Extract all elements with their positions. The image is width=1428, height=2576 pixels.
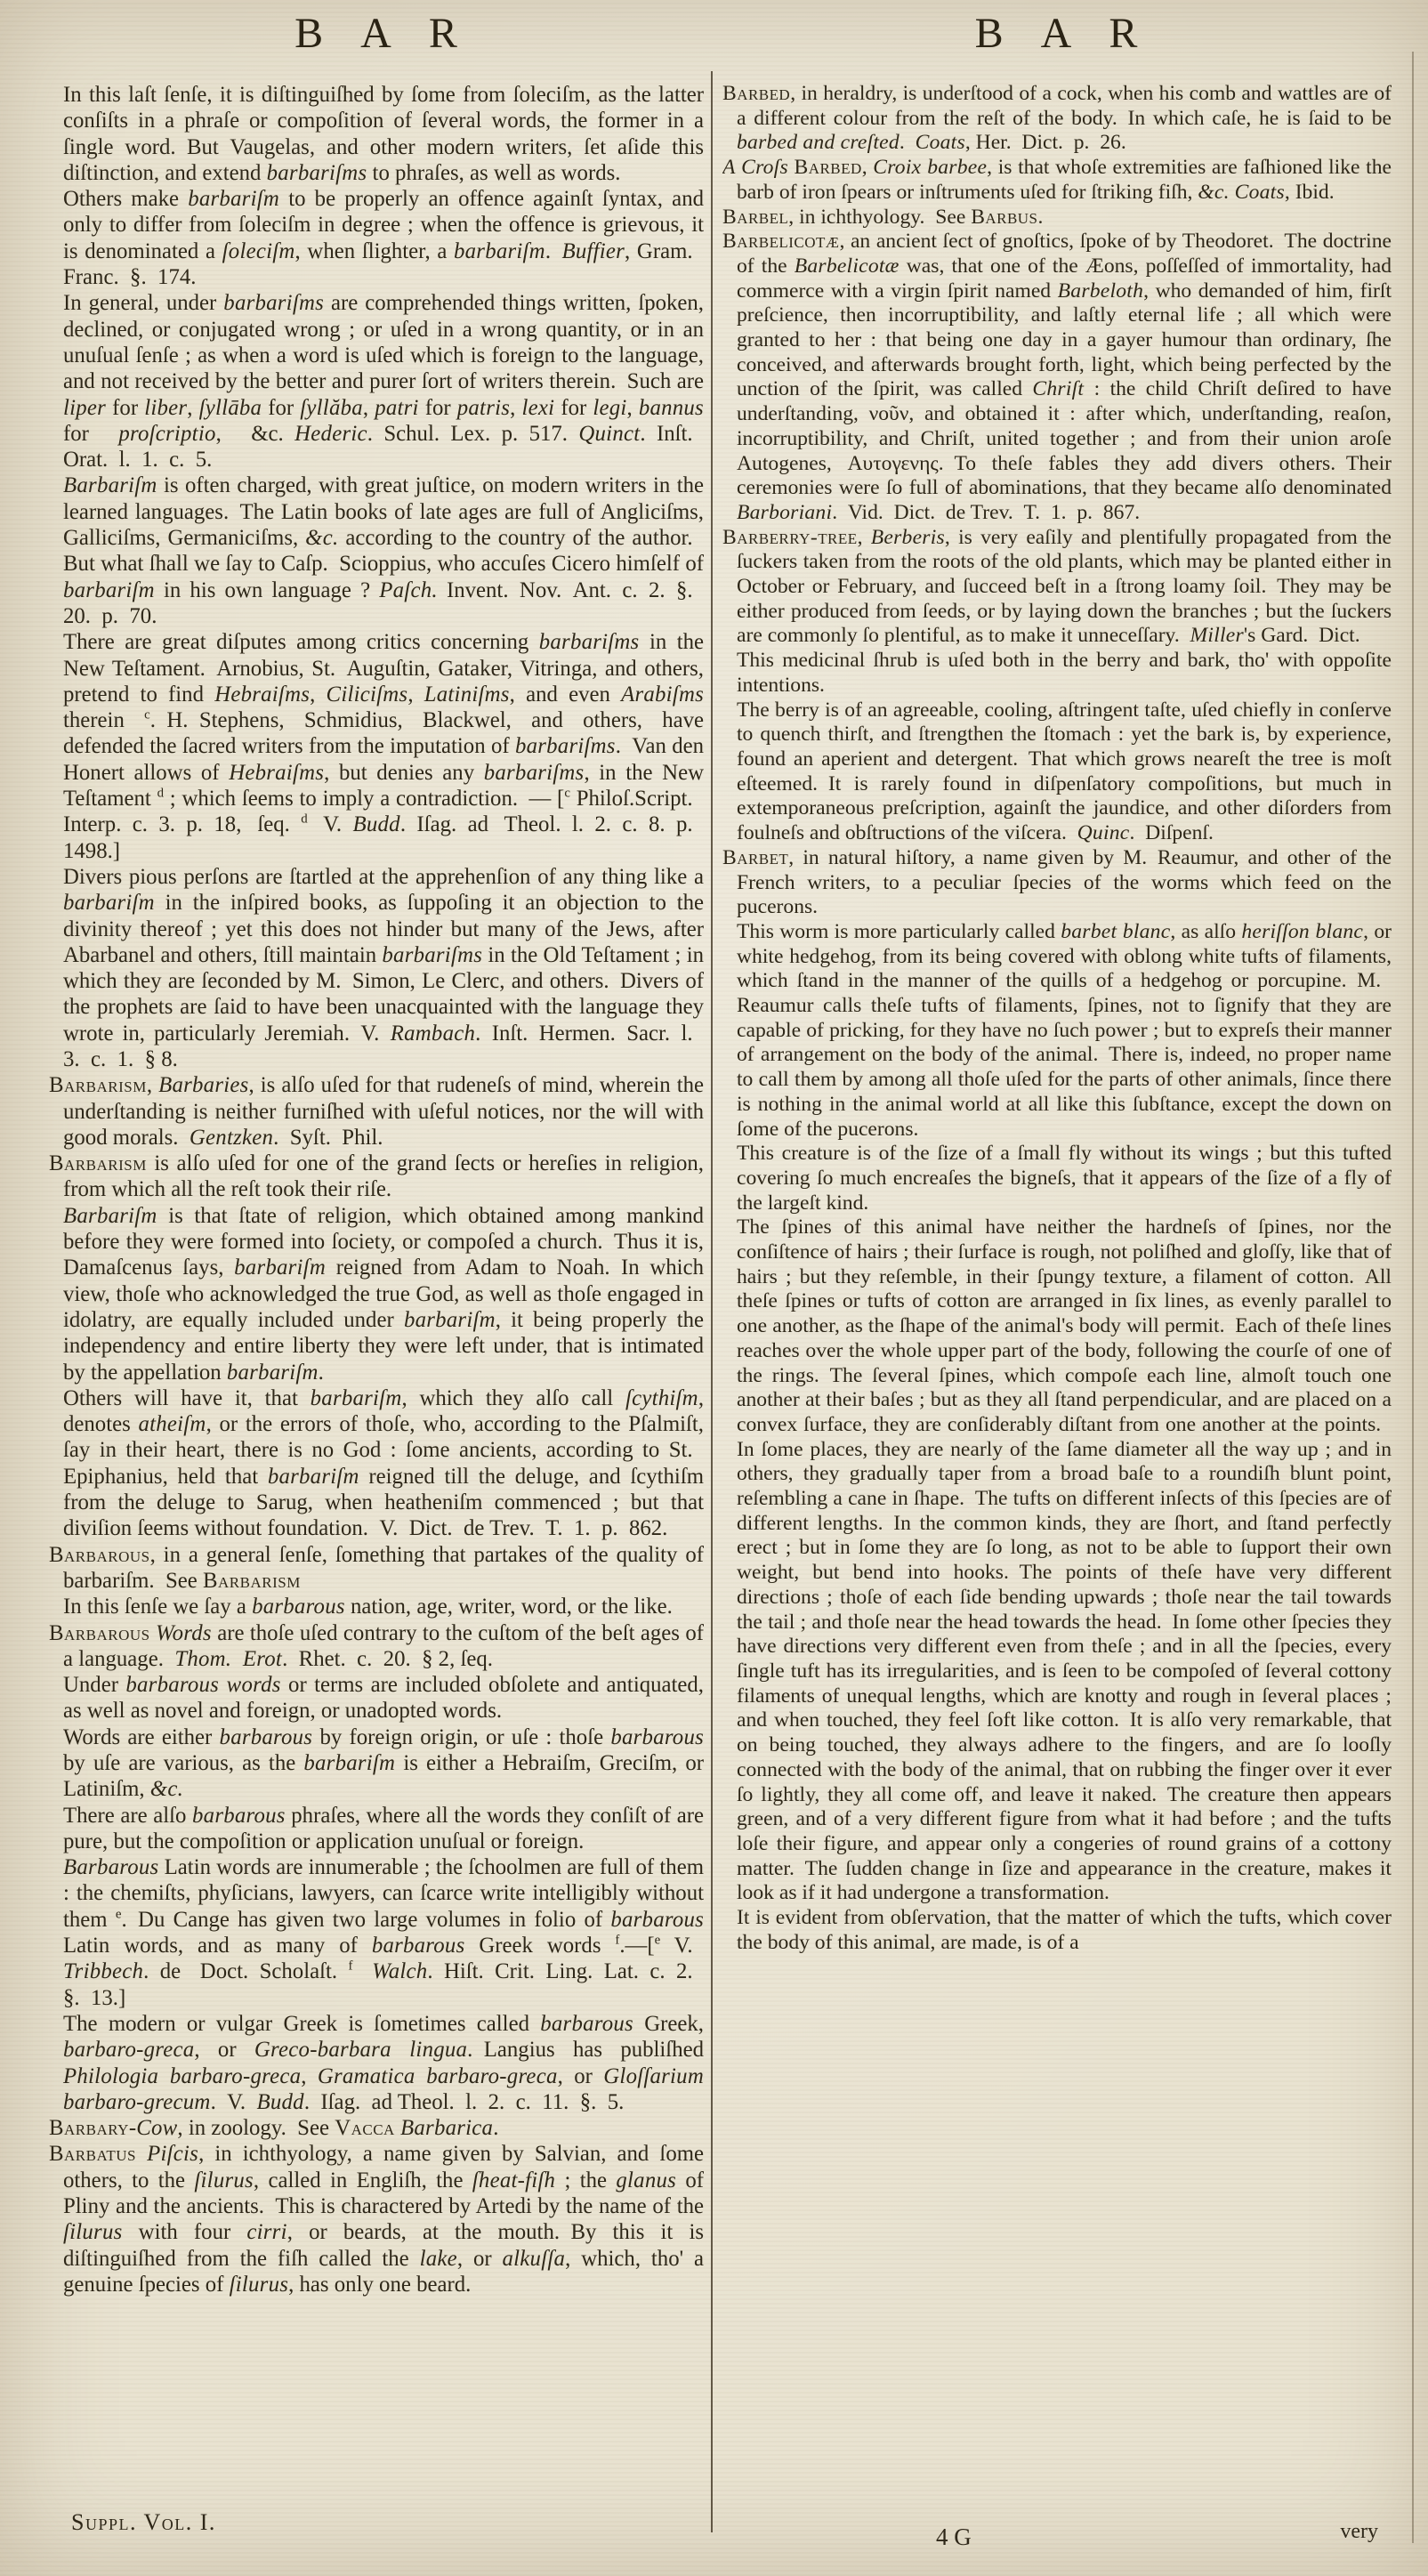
entry-paragraph: Barbelicotæ, an ancient ſect of gnoſtics, ſpoke of by Theodoret. The doctrine of the Barbelicotæ was, that one of the Æons, poſſeſſed of immortality, had commerce with a virgin ſpirit named Barbeloth, who demanded of him, firſt preſcience, then incorruptibility, and laſtly eternal life ; all which were granted to her : that being one day in a gayer humour than ordinary, ſhe conceived, and afterwards brought forth, light, which being perfected by the unction of the ſpirit, was called Chriſt : the child Chriſt deſired to have underſtanding, νοῦν, and obtained it : after which, underſtanding, reaſon, incorruptibility, and Chriſt, united together ; and from their union aroſe Autogenes, Αυτογενης. To theſe fables they add divers others. Their ceremonies were ſo full of abominations, that they became alſo denominated Barboriani. Vid. Dict. de Trev. T. 1. p. 867. (722, 230, 1392, 524)
paragraph: Divers pious perſons are ſtartled at the apprehenſion of any thing like a barbariſm in the inſpired books, as ſuppoſing it an objection to the divinity thereof ; yet this does not hinder but many of the Jews, after Abarbanel and others, ſtill maintain barbariſms in the Old Teſtament ; in which they are ſeconded by M. Simon, Le Clerc, and others. Divers of the prophets are ſaid to have been unacquainted with the language they wrote in, particularly Jeremiah. V. Rambach. Inſt. Hermen. Sacr. l. 3. c. 1. § 8. (63, 864, 704, 1071)
paragraph: This creature is of the ſize of a ſmall fly without its wings ; but this tufted covering ſo much encreaſes the bigneſs, that it appears of the ſize of a fly of the largeſt kind. (737, 1142, 1392, 1215)
paragraph: Barbarous Latin words are innumerable ; the ſchoolmen are full of them : the chemiſts, phyſicians, lawyers, can ſcarce write intelligibly without them $^e$. Du Cange has given two large volumes in folio of barbarous Latin words, and as many of barbarous Greek words $^f$.—[$^e$ V. Tribbech. de Doct. Scholaſt. $^f$ Walch. Hiſt. Crit. Ling. Lat. c. 2. §. 13.] (63, 1855, 704, 2010)
paragraph: Barbariſm is often charged, with great juſtice, on modern writers in the learned languages. The Latin books of late ages are full of Angliciſms, Galliciſms, Germaniciſms, &c. according to the country of the author. But what ſhall we ſay to Caſp. Scioppius, who accuſes Cicero himſelf of barbariſm in his own language ? Paſch. Invent. Nov. Ant. c. 2. §. 20. p. 70. (63, 473, 704, 628)
entry-paragraph: A Croſs Barbed, Croix barbee, is that whoſe extremities are faſhioned like the barb of iron ſpears or inſtruments uſed for ſtriking fiſh, &c. Coats, Ibid. (722, 156, 1392, 204)
entry-paragraph: Barbarous, in a general ſenſe, ſomething that partakes of the quality of barbariſm. See Barbarism (49, 1542, 704, 1593)
entry-paragraph: Barbet, in natural hiſtory, a name given by M. Reaumur, and other of the French writers, to a peculiar ſpecies of the worms which feed on the pucerons. (722, 845, 1392, 919)
paragraph: The ſpines of this animal have neither the hardneſs of ſpines, nor the conſiſtence of hairs ; their ſurface is rough, not poliſhed and gloſſy, like that of hairs ; but they reſemble, in their ſpungy texture, a filament of cotton. All theſe ſpines or tufts of cotton are arranged in ſix lines, as evenly parallel to one another, as the ſhape of the animal's body will permit. Each of theſe lines reaches over the whole upper part of the body, following the courſe of one of the rings. The ſeveral ſpines, which compoſe each line, almoſt touch one another at their baſes ; but as they all ſtand perpendicular, and are placed on a convex ſurface, they are conſiderably diſtant from one another at the points. In ſome places, they are nearly of the ſame diameter all the way up ; and in others, they gradually taper from a broad baſe to a roundiſh blunt point, reſembling a cane in ſhape. The tufts on different inſects of this ſpecies are of different lengths. In the common kinds, they are ſhort, and ſtand perfectly erect ; but in ſome they are ſo long, as not to be able to ſupport their own weight, but bend into hooks. The points of theſe have very different directions ; thoſe of each ſide bending upwards ; thoſe near the tail towards the tail ; and thoſe near the head towards the head. In ſome other ſpecies they have directions very different even from theſe ; and in all the ſpecies, every ſingle tuft has its irregularities, and is ſeen to be compoſed of ſeveral cottony filaments of unequal lengths, which are knotty and rough in ſeveral places ; and when touched, they feel ſoft like cotton. It is alſo very remarkable, that on being touched, they always adhere to the fingers, and are ſo looſly connected with the body of the animal, that on rubbing the finger over it ever ſo lightly, they all come off, and leave it naked. The creature then appears green, and of a very different figure from what it had before ; and the tufts loſe their figure, and appear only a congeries of round grains of a cottony matter. The ſudden change in ſize and appearance in the creature, makes it look as if it had undergone a transformation. (737, 1215, 1392, 1905)
entry-paragraph: Barberry-tree, Berberis, is very eaſily and plentifully propagated from the ſuckers taken from the roots of the old plants, which may be planted either in October or February, and ſucceed beſt in a ſtrong loamy ſoil. They may be either produced from ſeeds, or by laying down the branches ; but the ſuckers are commonly ſo plentiful, as to make it unneceſſary. Miller's Gard. Dict. (722, 525, 1392, 648)
catchword: very (1340, 2520, 1378, 2543)
paragraph: Words are either barbarous by foreign origin, or uſe : thoſe barbarous by uſe are various, as the barbariſm is either a Hebraiſm, Greciſm, or Latiniſm, &c. (63, 1724, 704, 1802)
running-head-left: B A R (294, 10, 472, 57)
paragraph: Barbariſm is that ſtate of religion, which obtained among mankind before they were formed into ſociety, or compoſed a church. Thus it is, Damaſcenus ſays, barbariſm reigned from Adam to Noah. In which view, thoſe who acknowledged the true God, as well as thoſe engaged in idolatry, are equally included under barbariſm, it being properly the independency and entire liberty they were left under, that is intimated by the appellation barbariſm. (63, 1203, 704, 1385)
paragraph: There are great diſputes among critics concerning barbariſms in the New Teſtament. Arnobius, St. Auguſtin, Gataker, Vitringa, and others, pretend to find Hebraiſms, Ciliciſms, Latiniſms, and even Arabiſms therein $^c$. H. Stephens, Schmidius, Blackwel, and others, have defended the ſacred writers from the imputation of barbariſms. Van den Honert allows of Hebraiſms, but denies any barbariſms, in the New Teſtament $^d$ ; which ſeems to imply a contradiction. — [$^c$ Philoſ.Script. Interp. c. 3. p. 18, ſeq. $^d$ V. Budd. Iſag. ad Theol. l. 2. c. 8. p. 1498.] (63, 630, 704, 863)
left-column (49, 82, 704, 2524)
right-column (722, 82, 1392, 2524)
paragraph: Under barbarous words or terms are included obſolete and antiquated, as well as novel and foreign, or unadopted words. (63, 1673, 704, 1724)
entry-paragraph: Barbarism, Barbaries, is alſo uſed for that rudeneſs of mind, wherein the underſtanding is neither furniſhed with uſeful notices, nor the will with good morals. Gentzken. Syſt. Phil. (49, 1073, 704, 1150)
entry-paragraph: Barbel, in ichthyology. See Barbus. (722, 205, 1044, 229)
paragraph: In this laſt ſenſe, it is diſtinguiſhed by ſome from ſoleciſm, as the latter conſiſts in a phraſe or compoſition of ſeveral words, the former in a ſingle word. But Vaugelas, and other modern writers, ſet aſide this diſtinction, and extend barbariſms to phraſes, as well as words. (63, 83, 704, 185)
column-divider-rule (711, 71, 713, 2532)
volume-label: Suppl. Vol. I. (71, 2509, 216, 2535)
paragraph: The modern or vulgar Greek is ſometimes called barbarous Greek, barbaro-greca, or Greco-barbara lingua. Langius has publiſhed Philologia barbaro-greca, Gramatica barbaro-greca, or Gloſſarium barbaro-grecum. V. Budd. Iſag. ad Theol. l. 2. c. 11. §. 5. (63, 2011, 704, 2114)
entry-paragraph: Barbary-Cow, in zoology. See Vacca Barbarica. (49, 2116, 499, 2141)
entry-paragraph: Barbatus Piſcis, in ichthyology, a name given by Salvian, and ſome others, to the ſilurus, called in Engliſh, the ſheat-fiſh ; the glanus of Pliny and the ancients. This is charactered by Artedi by the name of the ſilurus with four cirri, or beards, at the mouth. By this it is diſtinguiſhed from the fiſh called the lake, or alkuſſa, which, tho' a genuine ſpecies of ſilurus, has only one beard. (49, 2142, 704, 2297)
paragraph: This worm is more particularly called barbet blanc, as alſo heriſſon blanc, or white hedgehog, from its being covered with oblong white tufts of filaments, which ſtand in the manner of the quills of a hedgehog or porcupine. M. Reaumur calls theſe tufts of filaments, ſpines, not to ſignify that they are capable of pricking, for they have no ſuch power ; but to expreſs their manner of arrangement on the body of the animal. There is, indeed, no proper name to call them by among all thoſe uſed for the parts of other animals, ſince there is nothing in the animal world at all like this ſubſtance, except the down on ſome of the pucerons. (737, 919, 1392, 1141)
entry-paragraph: Barbarous Words are thoſe uſed contrary to the cuſtom of the beſt ages of a language. Thom. Erot. Rhet. c. 20. § 2, ſeq. (49, 1620, 704, 1671)
running-head-right: B A R (974, 10, 1152, 57)
paragraph: The berry is of an agreeable, cooling, aſtringent taſte, uſed chiefly in conſerve to quench thirſt, and ſtrengthen the ſtomach : yet the bark is, by experience, found an aperient and detergent. That which grows neareſt the tree is moſt eſteemed. It is rarely found in diſpenſatory compoſitions, but much in extemporaneous preſcription, againſt the jaundice, and other diſorders from foulneſs and obſtructions of the viſcera. Quinc. Diſpenſ. (737, 698, 1392, 845)
page-edge-rule (1412, 52, 1414, 2543)
paragraph: It is evident from obſervation, that the matter of which the tufts, which cover the body of this animal, are made, is of a (737, 1906, 1392, 1954)
paragraph: Others will have it, that barbariſm, which they alſo call ſcythiſm, denotes atheiſm, or the errors of thoſe, who, according to the Pſalmiſt, ſay in their heart, there is no God : ſome ancients, according to St. Epiphanius, held that barbariſm reigned till the deluge, and ſcythiſm from the deluge to Sarug, when heatheniſm commenced ; but that diviſion ſeems without foundation. V. Dict. de Trev. T. 1. p. 862. (63, 1385, 704, 1541)
entry-paragraph: Barbed, in heraldry, is underſtood of a cock, when his comb and wattles are of a different colour from the reſt of the body. In which caſe, he is ſaid to be barbed and creſted. Coats, Her. Dict. p. 26. (722, 82, 1392, 155)
entry-paragraph: Barbarism is alſo uſed for one of the grand ſects or hereſies in religion, from which all the reſt took their riſe. (49, 1151, 704, 1202)
paragraph: In this ſenſe we ſay a barbarous nation, age, writer, word, or the like. (63, 1595, 673, 1619)
paragraph: In general, under barbariſms are comprehended things written, ſpoken, declined, or conjugated wrong ; or uſed in a wrong quantity, or in an unuſual ſenſe ; as when a word is uſed which is foreign to the language, and not received by the better and purer ſort of writers therein. Such are liper for liber, ſyllāba for ſyllăba, patri for patris, lexi for legi, bannus for proſcriptio, &c. Hederic. Schul. Lex. p. 517. Quinct. Inſt. Orat. l. 1. c. 5. (63, 291, 704, 472)
paragraph: There are alſo barbarous phraſes, where all the words they conſiſt of are pure, but the compoſition or application unuſual or foreign. (63, 1803, 704, 1853)
signature-mark: 4 G (936, 2524, 972, 2550)
paragraph: Others make barbariſm to be properly an offence againſt ſyntax, and only to differ from ſoleciſm in degree ; when the offence is grievous, it is denominated a ſoleciſm, when ſlighter, a barbariſm. Buffier, Gram. Franc. §. 174. (63, 187, 704, 290)
paragraph: This medicinal ſhrub is uſed both in the berry and bark, tho' with oppoſite intentions. (737, 649, 1392, 697)
